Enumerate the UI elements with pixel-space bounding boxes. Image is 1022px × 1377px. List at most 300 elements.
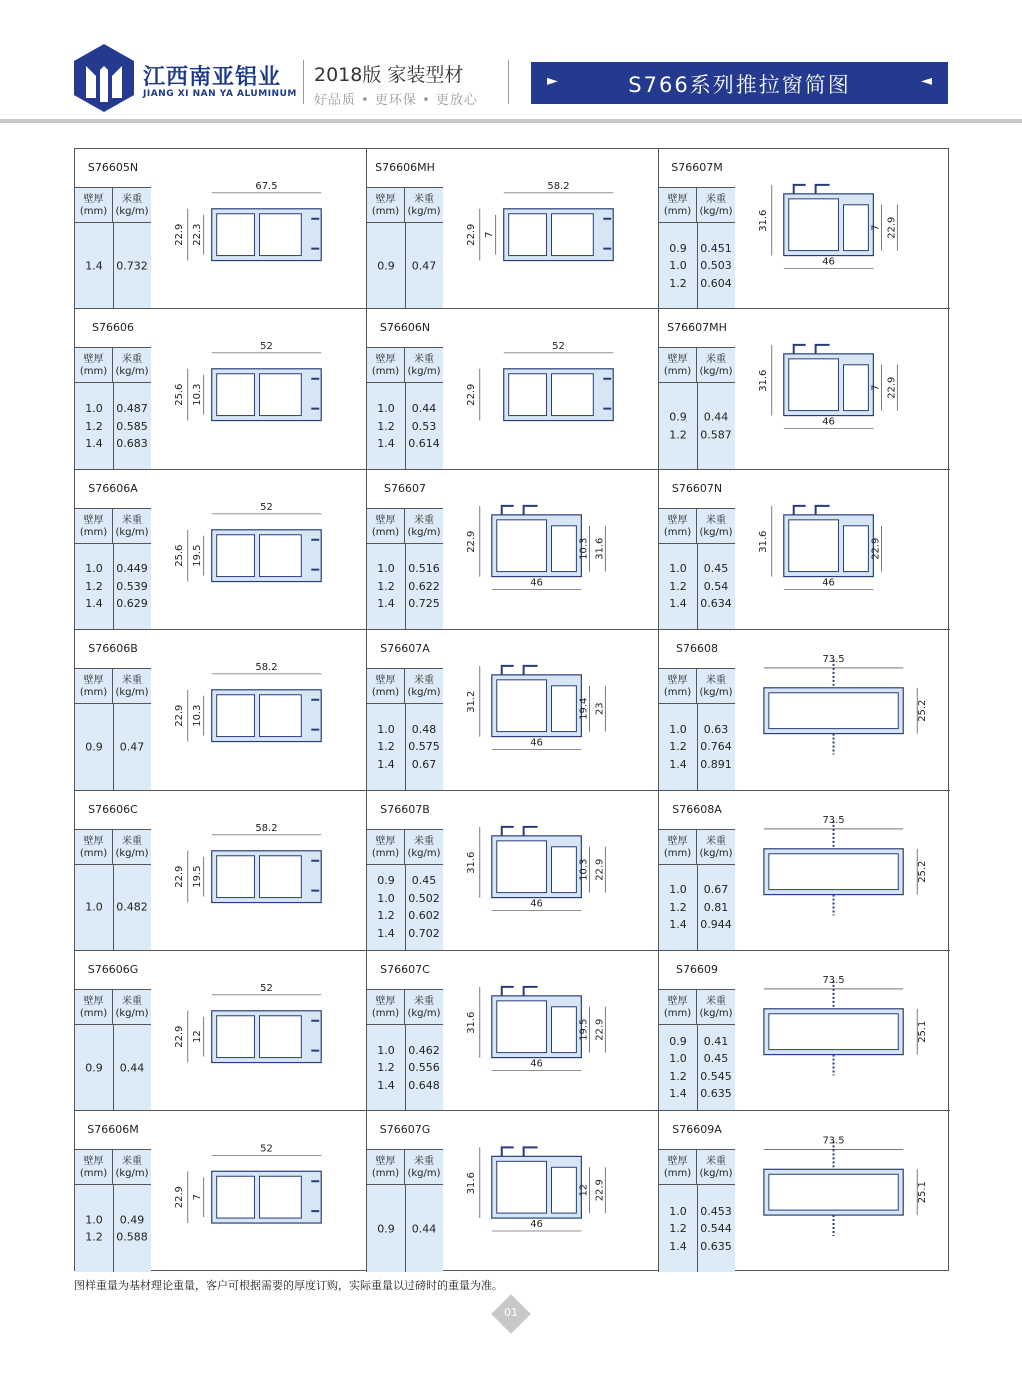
spec-body: [75, 383, 151, 468]
svg-text:12: 12: [191, 1030, 203, 1043]
profile-drawing: [444, 951, 658, 1110]
spec-row: [367, 1220, 443, 1238]
spec-table: [75, 951, 151, 1110]
thickness-value: 1.4: [377, 757, 395, 771]
spec-row: [75, 738, 151, 756]
profile-code: S76607C: [367, 951, 443, 989]
thickness-value: 1.0: [377, 891, 395, 905]
profile-code: S76605N: [75, 149, 151, 187]
spec-header: [367, 989, 443, 1025]
spec-header: [75, 829, 151, 865]
weight-value: 0.451: [700, 241, 732, 255]
profile-cell: [659, 951, 950, 1111]
svg-text:25.1: 25.1: [917, 1181, 929, 1204]
weight-value: 0.588: [116, 1230, 148, 1244]
spec-row: [659, 899, 735, 917]
svg-text:52: 52: [552, 341, 565, 353]
thickness-value: 0.9: [85, 740, 103, 754]
weight-value: 0.462: [408, 1043, 440, 1057]
svg-text:25.6: 25.6: [173, 383, 185, 407]
thickness-header: 壁厚 (mm): [367, 669, 405, 703]
spec-header: [659, 347, 735, 383]
weight-value: 0.45: [703, 562, 729, 576]
weight-header: 米重 (kg/m): [407, 354, 441, 378]
svg-text:22.9: 22.9: [173, 704, 185, 727]
weight-value: 0.575: [408, 740, 440, 754]
spec-table: [659, 630, 735, 789]
weight-value: 0.587: [700, 428, 732, 442]
profile-drawing: [736, 149, 950, 308]
spec-header: [659, 829, 735, 865]
svg-text:19.5: 19.5: [578, 1018, 590, 1041]
profile-cell: [659, 309, 950, 469]
profile-cell: [367, 149, 659, 309]
spec-header: [659, 187, 735, 223]
weight-value: 0.732: [116, 258, 148, 272]
thickness-value: 1.0: [85, 900, 103, 914]
svg-text:25.2: 25.2: [917, 860, 929, 883]
svg-text:31.2: 31.2: [465, 690, 477, 713]
spec-row: [659, 409, 735, 427]
spec-row: [659, 1237, 735, 1255]
weight-header: 米重 (kg/m): [115, 354, 149, 378]
weight-header: 米重 (kg/m): [407, 194, 441, 217]
spec-table: [367, 951, 443, 1110]
header-divider: [508, 60, 509, 104]
spec-row: [75, 1059, 151, 1077]
spec-row: [75, 578, 151, 596]
spec-row: [75, 400, 151, 418]
svg-text:10.3: 10.3: [191, 704, 203, 727]
profile-code: S76607: [367, 470, 443, 508]
weight-header: 米重 (kg/m): [699, 835, 733, 859]
spec-row: [659, 738, 735, 756]
spec-body: [75, 865, 151, 950]
svg-text:46: 46: [822, 416, 835, 428]
spec-header: [659, 1149, 735, 1185]
spec-row: [659, 595, 735, 613]
spec-body: [659, 223, 735, 308]
thickness-value: 1.4: [669, 757, 687, 771]
thickness-header: 壁厚 (mm): [75, 669, 113, 703]
profile-code: S76606N: [367, 309, 443, 347]
profile-cell: [75, 309, 367, 469]
weight-header: 米重 (kg/m): [699, 675, 733, 699]
slogan: 好品质 • 更环保 • 更放心: [314, 93, 478, 108]
svg-text:58.2: 58.2: [255, 662, 278, 674]
spec-body: [659, 1185, 735, 1271]
brand-logo-icon: [72, 42, 136, 114]
svg-text:31.6: 31.6: [757, 530, 769, 553]
profile-cell: [367, 309, 659, 469]
spec-header: [367, 187, 443, 223]
weight-value: 0.45: [703, 1052, 729, 1066]
spec-row: [367, 578, 443, 596]
thickness-value: 1.2: [377, 740, 395, 754]
thickness-header: 壁厚 (mm): [659, 1150, 697, 1184]
spec-body: [367, 704, 443, 789]
spec-table: [75, 791, 151, 950]
svg-text:10.3: 10.3: [578, 537, 590, 560]
svg-text:22.9: 22.9: [465, 383, 477, 407]
weight-value: 0.453: [700, 1204, 732, 1218]
weight-value: 0.622: [408, 579, 440, 593]
svg-text:31.6: 31.6: [465, 1011, 477, 1034]
weight-header: 米重 (kg/m): [115, 835, 149, 859]
thickness-value: 1.2: [377, 1060, 395, 1074]
spec-body: [367, 1185, 443, 1271]
profile-code: S76609A: [659, 1111, 735, 1149]
thickness-value: 1.2: [669, 740, 687, 754]
spec-row: [75, 899, 151, 917]
thickness-value: 0.9: [377, 874, 395, 888]
svg-text:10.3: 10.3: [191, 383, 203, 407]
spec-row: [659, 721, 735, 739]
thickness-value: 1.4: [85, 597, 103, 611]
spec-row: [659, 1033, 735, 1051]
svg-text:31.6: 31.6: [757, 370, 769, 393]
spec-row: [75, 1211, 151, 1229]
svg-text:10.3: 10.3: [578, 858, 590, 881]
svg-text:7: 7: [870, 224, 882, 231]
spec-header: [75, 508, 151, 544]
spec-body: [367, 383, 443, 468]
profile-drawing: [444, 1111, 658, 1271]
spec-row: [367, 907, 443, 925]
profile-drawing: [736, 791, 950, 950]
profile-cell: [367, 630, 659, 790]
svg-text:46: 46: [530, 1058, 543, 1070]
profile-cell: [659, 791, 950, 951]
spec-header: [659, 989, 735, 1025]
thickness-value: 1.0: [85, 1213, 103, 1227]
weight-value: 0.49: [119, 1213, 145, 1227]
svg-text:7: 7: [191, 1194, 203, 1201]
profile-code: S76606A: [75, 470, 151, 508]
svg-text:46: 46: [530, 577, 543, 589]
weight-value: 0.487: [116, 401, 148, 415]
weight-value: 0.545: [700, 1069, 732, 1083]
thickness-value: 1.4: [377, 1078, 395, 1092]
thickness-header: 壁厚 (mm): [659, 990, 697, 1024]
weight-value: 0.539: [116, 579, 148, 593]
thickness-value: 1.4: [85, 258, 103, 272]
spec-table: [659, 149, 735, 308]
spec-table: [75, 470, 151, 629]
thickness-header: 壁厚 (mm): [75, 348, 113, 382]
header-divider: [303, 60, 304, 104]
profile-cell: [75, 630, 367, 790]
svg-text:23: 23: [594, 702, 606, 716]
spec-row: [367, 435, 443, 453]
profile-table: [74, 148, 949, 1271]
svg-text:22.9: 22.9: [465, 530, 477, 553]
spec-row: [367, 872, 443, 890]
thickness-header: 壁厚 (mm): [367, 188, 405, 222]
svg-text:22.9: 22.9: [594, 858, 606, 881]
weight-header: 米重 (kg/m): [407, 1156, 441, 1180]
weight-value: 0.47: [119, 740, 145, 754]
svg-text:12: 12: [578, 1184, 590, 1197]
svg-text:22.9: 22.9: [173, 1025, 185, 1048]
profile-drawing: [152, 630, 366, 789]
spec-row: [659, 257, 735, 275]
profile-code: S76606B: [75, 630, 151, 668]
profile-drawing: [736, 309, 950, 468]
spec-body: [75, 544, 151, 629]
svg-text:58.2: 58.2: [547, 180, 570, 192]
spec-body: [75, 223, 151, 308]
profile-drawing: [736, 630, 950, 789]
thickness-header: 壁厚 (mm): [75, 990, 113, 1024]
spec-body: [75, 1025, 151, 1110]
svg-text:46: 46: [530, 1219, 543, 1231]
spec-table: [75, 1111, 151, 1271]
thickness-value: 1.0: [669, 1052, 687, 1066]
thickness-value: 1.0: [669, 1204, 687, 1218]
weight-value: 0.702: [408, 926, 440, 940]
profile-cell: [75, 470, 367, 630]
svg-text:73.5: 73.5: [822, 814, 845, 826]
profile-drawing: [444, 630, 658, 789]
weight-value: 0.48: [411, 722, 437, 736]
thickness-header: 壁厚 (mm): [367, 1150, 405, 1184]
profile-cell: [367, 951, 659, 1111]
weight-header: 米重 (kg/m): [407, 835, 441, 859]
svg-text:46: 46: [822, 577, 835, 589]
spec-row: [367, 400, 443, 418]
spec-body: [659, 865, 735, 950]
profile-cell: [367, 470, 659, 630]
weight-value: 0.41: [703, 1034, 729, 1048]
spec-row: [659, 1220, 735, 1238]
thickness-value: 1.4: [669, 1239, 687, 1253]
thickness-value: 1.0: [377, 401, 395, 415]
thickness-value: 1.0: [377, 562, 395, 576]
profile-cell: [75, 1111, 367, 1271]
triangle-right-icon: ►: [547, 73, 558, 89]
weight-value: 0.944: [700, 918, 732, 931]
spec-table: [659, 791, 735, 950]
spec-row: [367, 756, 443, 774]
profile-code: S76608: [659, 630, 735, 668]
thickness-value: 0.9: [377, 258, 395, 272]
weight-value: 0.81: [703, 900, 729, 914]
spec-body: [367, 865, 443, 950]
svg-text:52: 52: [260, 982, 273, 994]
spec-body: [659, 1025, 735, 1110]
weight-value: 0.629: [116, 597, 148, 611]
weight-value: 0.725: [408, 597, 440, 611]
svg-text:46: 46: [530, 737, 543, 749]
spec-row: [659, 239, 735, 257]
spec-row: [75, 560, 151, 578]
spec-table: [659, 951, 735, 1110]
profile-code: S76607G: [367, 1111, 443, 1149]
spec-row: [367, 925, 443, 943]
spec-table: [367, 791, 443, 950]
thickness-header: 壁厚 (mm): [659, 348, 697, 382]
weight-value: 0.764: [700, 740, 732, 754]
thickness-header: 壁厚 (mm): [367, 990, 405, 1024]
weight-value: 0.45: [411, 874, 437, 888]
weight-value: 0.449: [116, 562, 148, 576]
spec-header: [75, 347, 151, 383]
spec-table: [659, 1111, 735, 1271]
spec-header: [367, 668, 443, 704]
spec-table: [75, 149, 151, 308]
profile-cell: [75, 951, 367, 1111]
triangle-left-icon: ◄: [921, 73, 932, 89]
profile-cell: [367, 1111, 659, 1271]
spec-body: [367, 1025, 443, 1110]
spec-body: [659, 544, 735, 629]
spec-row: [367, 721, 443, 739]
profile-code: S76607N: [659, 470, 735, 508]
weight-value: 0.648: [408, 1078, 440, 1092]
spec-row: [659, 1050, 735, 1068]
svg-text:31.6: 31.6: [465, 851, 477, 874]
weight-header: 米重 (kg/m): [115, 1156, 149, 1180]
thickness-header: 壁厚 (mm): [659, 188, 697, 222]
profile-code: S76607B: [367, 791, 443, 829]
thickness-header: 壁厚 (mm): [659, 509, 697, 543]
spec-row: [367, 560, 443, 578]
weight-value: 0.614: [408, 436, 440, 450]
weight-value: 0.635: [700, 1239, 732, 1253]
thickness-header: 壁厚 (mm): [75, 830, 113, 864]
thickness-value: 0.9: [669, 241, 687, 255]
thickness-value: 1.4: [669, 597, 687, 611]
profile-drawing: [152, 149, 366, 308]
thickness-value: 1.2: [669, 276, 687, 290]
weight-header: 米重 (kg/m): [115, 514, 149, 538]
spec-row: [75, 435, 151, 453]
spec-row: [367, 1076, 443, 1094]
thickness-value: 1.4: [377, 436, 395, 450]
weight-value: 0.634: [700, 597, 732, 611]
profile-code: S76606MH: [367, 149, 443, 187]
svg-text:22.9: 22.9: [173, 1186, 185, 1209]
profile-code: S76606M: [75, 1111, 151, 1149]
thickness-header: 壁厚 (mm): [659, 669, 697, 703]
profile-drawing: [736, 951, 950, 1110]
page-number: 01: [504, 1306, 518, 1319]
weight-value: 0.44: [411, 401, 437, 415]
weight-value: 0.67: [411, 757, 437, 771]
spec-body: [75, 704, 151, 789]
svg-text:22.9: 22.9: [173, 223, 185, 246]
spec-table: [75, 630, 151, 789]
spec-table: [367, 149, 443, 308]
weight-value: 0.602: [408, 909, 440, 923]
spec-row: [659, 560, 735, 578]
thickness-value: 0.9: [377, 1221, 395, 1235]
spec-row: [659, 881, 735, 899]
spec-row: [367, 1041, 443, 1059]
profile-code: S76607M: [659, 149, 735, 187]
profile-code: S76606G: [75, 951, 151, 989]
weight-header: 米重 (kg/m): [699, 514, 733, 538]
weight-value: 0.47: [411, 258, 437, 272]
profile-drawing: [152, 470, 366, 629]
svg-text:22.9: 22.9: [594, 1179, 606, 1202]
spec-row: [367, 890, 443, 908]
svg-text:19.5: 19.5: [191, 865, 203, 888]
svg-text:22.9: 22.9: [173, 865, 185, 888]
svg-text:22.9: 22.9: [886, 377, 898, 400]
weight-header: 米重 (kg/m): [407, 514, 441, 538]
spec-row: [659, 1068, 735, 1086]
spec-row: [659, 916, 735, 934]
weight-value: 0.516: [408, 562, 440, 576]
weight-header: 米重 (kg/m): [407, 675, 441, 699]
spec-table: [367, 309, 443, 468]
weight-value: 0.53: [411, 419, 437, 433]
weight-header: 米重 (kg/m): [407, 995, 441, 1019]
profile-code: S76608A: [659, 791, 735, 829]
svg-text:67.5: 67.5: [255, 180, 278, 192]
profile-code: S76607A: [367, 630, 443, 668]
profile-cell: [659, 1111, 950, 1271]
thickness-header: 壁厚 (mm): [367, 830, 405, 864]
weight-value: 0.544: [700, 1221, 732, 1235]
spec-body: [659, 704, 735, 789]
spec-row: [659, 756, 735, 774]
thickness-value: 1.4: [669, 918, 687, 931]
thickness-value: 1.2: [669, 428, 687, 442]
weight-value: 0.67: [703, 883, 729, 896]
thickness-value: 1.4: [85, 436, 103, 450]
profile-drawing: [736, 470, 950, 629]
thickness-value: 1.2: [85, 1230, 103, 1244]
weight-value: 0.585: [116, 419, 148, 433]
svg-text:31.6: 31.6: [465, 1172, 477, 1195]
spec-table: [659, 309, 735, 468]
spec-header: [367, 347, 443, 383]
weight-header: 米重 (kg/m): [115, 675, 149, 699]
profile-drawing: [152, 1111, 366, 1271]
spec-table: [75, 309, 151, 468]
svg-text:52: 52: [260, 1143, 273, 1155]
spec-header: [75, 187, 151, 223]
spec-row: [367, 1059, 443, 1077]
thickness-value: 0.9: [669, 1034, 687, 1048]
spec-header: [659, 508, 735, 544]
spec-table: [367, 1111, 443, 1271]
weight-header: 米重 (kg/m): [699, 1156, 733, 1180]
spec-row: [75, 417, 151, 435]
spec-row: [659, 1202, 735, 1220]
page-title-bar: [531, 62, 948, 104]
spec-row: [367, 417, 443, 435]
profile-drawing: [736, 1111, 950, 1271]
svg-text:22.3: 22.3: [191, 223, 203, 246]
profile-drawing: [444, 470, 658, 629]
weight-value: 0.503: [700, 258, 732, 272]
weight-header: 米重 (kg/m): [699, 995, 733, 1019]
thickness-value: 1.0: [669, 883, 687, 896]
profile-drawing: [444, 309, 658, 468]
svg-text:46: 46: [822, 256, 835, 268]
spec-row: [75, 595, 151, 613]
thickness-value: 0.9: [669, 410, 687, 424]
spec-row: [367, 738, 443, 756]
thickness-header: 壁厚 (mm): [75, 188, 113, 222]
spec-header: [367, 1149, 443, 1185]
svg-text:25.2: 25.2: [917, 699, 929, 722]
thickness-value: 1.2: [377, 909, 395, 923]
